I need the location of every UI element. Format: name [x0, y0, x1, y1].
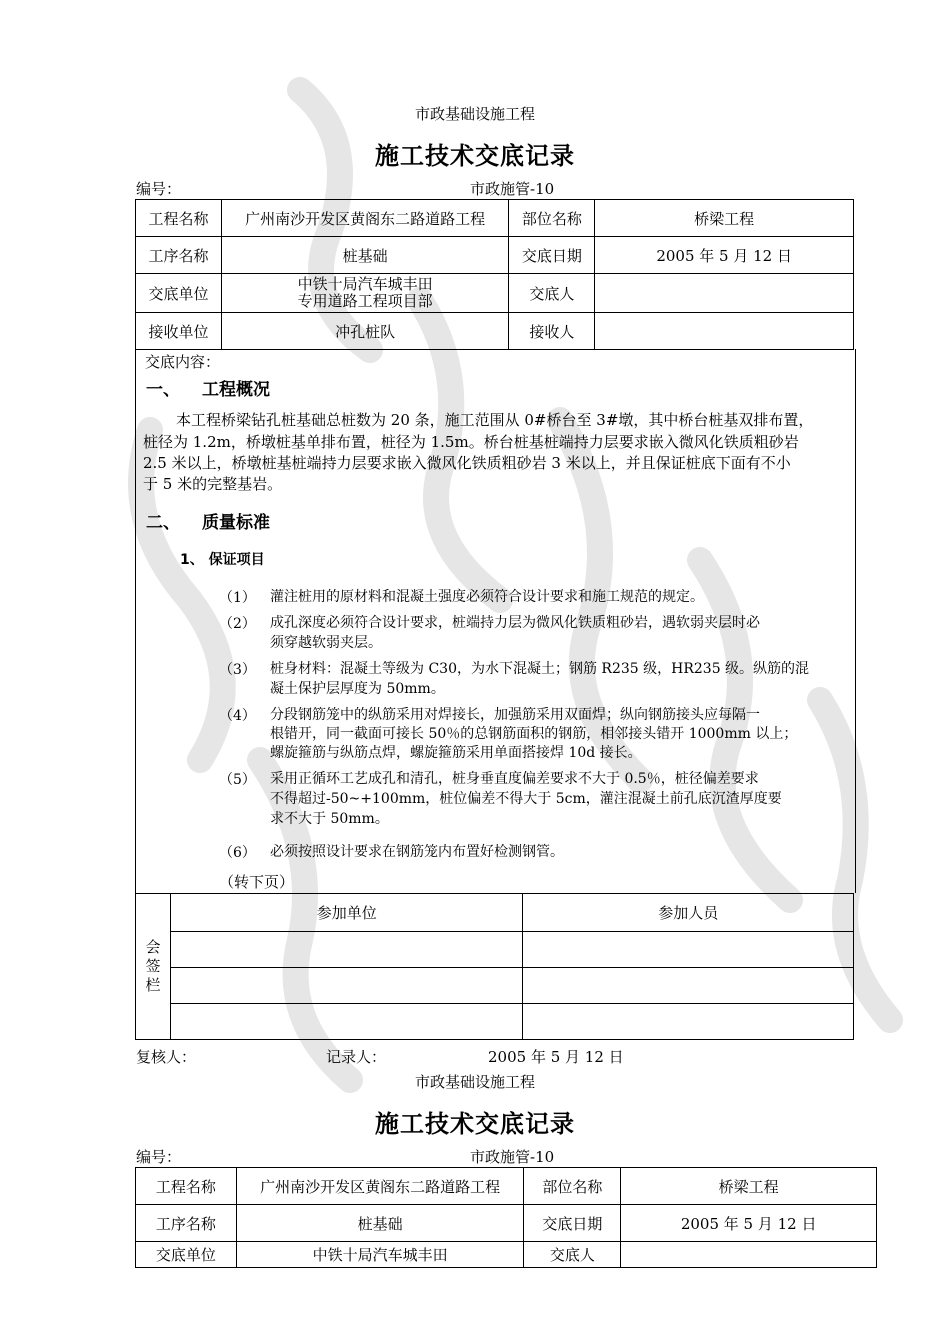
reviewer-label: 复核人： [136, 1048, 197, 1066]
signature-person-cell[interactable] [523, 968, 854, 1004]
label-issuing-unit: 交底单位 [136, 274, 222, 313]
info-row-receiver [136, 313, 854, 350]
section2-heading: 质量标准 [202, 513, 270, 533]
value-part-name-2: 桥梁工程 [621, 1168, 877, 1205]
signature-person-cell[interactable] [523, 1004, 854, 1040]
signature-row [136, 932, 854, 968]
org-name-2: 市政基础设施工程 [414, 1073, 535, 1091]
org-name: 市政基础设施工程 [414, 105, 535, 123]
continued-note: （转下页） [219, 873, 295, 891]
value-project-name: 广州南沙开发区黄阁东二路道路工程 [221, 200, 509, 237]
info-row-project-2 [136, 1168, 877, 1205]
content-label: 交底内容： [145, 353, 221, 371]
document-title-2: 施工技术交底记录 [375, 1110, 575, 1138]
item-5-number: （5） [219, 772, 256, 788]
label-receiver: 接收人 [509, 313, 595, 350]
signature-row [136, 968, 854, 1004]
item-2-number: （2） [219, 616, 256, 632]
item-4-line-1: 分段钢筋笼中的纵筋采用对焊接长，加强筋采用双面焊；纵向钢筋接头应每隔一 [270, 707, 760, 723]
label-issuer-2: 交底人 [524, 1242, 621, 1268]
col-participants: 参加人员 [523, 894, 854, 932]
overview-line-4: 于 5 米的完整基岩。 [143, 475, 283, 493]
section1-number: 一、 [146, 380, 180, 400]
value-receiving-unit: 冲孔桩队 [221, 313, 509, 350]
item-2-line-1: 成孔深度必须符合设计要求，桩端持力层为微风化铁质粗砂岩，遇软弱夹层时必 [270, 615, 760, 631]
item-5-line-2: 不得超过-50~+100mm，桩位偏差不得大于 5cm，灌注混凝土前孔底沉渣厚度要 [270, 791, 782, 807]
item-6-number: （6） [219, 845, 256, 861]
value-issuer-2 [621, 1242, 877, 1268]
item-1-line-1: 灌注桩用的原材料和混凝土强度必须符合设计要求和施工规范的规定。 [270, 589, 704, 605]
signature-table [135, 893, 854, 1040]
signature-unit-cell[interactable] [170, 932, 522, 968]
value-issuing-unit-2: 中铁十局汽车城丰田 [236, 1242, 524, 1268]
item-3-line-2: 凝土保护层厚度为 50mm。 [270, 681, 445, 697]
label-part-name-2: 部位名称 [524, 1168, 621, 1205]
label-issuing-unit-2: 交底单位 [136, 1242, 237, 1268]
number-value: 市政施管-10 [470, 180, 555, 198]
info-row-process-2 [136, 1205, 877, 1242]
signature-unit-cell[interactable] [170, 968, 522, 1004]
value-process-name-2: 桩基础 [236, 1205, 524, 1242]
document-title: 施工技术交底记录 [375, 142, 575, 170]
item-1-number: （1） [219, 590, 256, 606]
value-date-2: 2005 年 5 月 12 日 [621, 1205, 877, 1242]
overview-line-2: 桩径为 1.2m，桥墩桩基单排布置，桩径为 1.5m。桥台桩基桩端持力层要求嵌入微风化铁质粗砂岩 [143, 433, 799, 451]
issuing-unit-line1: 中铁十局汽车城丰田 [297, 275, 433, 293]
overview-line-3: 2.5 米以上，桥墩桩基桩端持力层要求嵌入微风化铁质粗砂岩 3 米以上，并且保证桩底下面有不小 [143, 454, 791, 472]
number-label-2: 编号： [136, 1148, 182, 1166]
section1-heading: 工程概况 [202, 380, 270, 400]
label-issuer: 交底人 [509, 274, 595, 313]
col-participating-unit: 参加单位 [170, 894, 522, 932]
item-5-line-1: 采用正循环工艺成孔和清孔，桩身垂直度偏差要求不大于 0.5％，桩径偏差要求 [270, 771, 759, 787]
recorder-label: 记录人： [326, 1048, 387, 1066]
value-part-name: 桥梁工程 [595, 200, 854, 237]
item-4-number: （4） [219, 708, 256, 724]
value-date: 2005 年 5 月 12 日 [595, 237, 854, 274]
number-label: 编号： [136, 180, 182, 198]
value-issuer [595, 274, 854, 313]
info-table-2 [135, 1167, 877, 1268]
info-table [135, 199, 854, 350]
label-process-name: 工序名称 [136, 237, 222, 274]
label-receiving-unit: 接收单位 [136, 313, 222, 350]
footer-date: 2005 年 5 月 12 日 [488, 1048, 624, 1066]
item-3-number: （3） [219, 662, 256, 678]
label-process-name-2: 工序名称 [136, 1205, 237, 1242]
subheading-guarantee: 1、 保证项目 [180, 552, 265, 568]
signature-unit-cell[interactable] [170, 1004, 522, 1040]
value-process-name: 桩基础 [221, 237, 509, 274]
item-3-line-1: 桩身材料：混凝土等级为 C30，为水下混凝土；钢筋 R235 级，HR235 级。纵筋的混 [270, 661, 810, 677]
value-issuing-unit [221, 274, 509, 313]
info-row-unit-2 [136, 1242, 877, 1268]
item-6-line-1: 必须按照设计要求在钢筋笼内布置好检测钢管。 [270, 844, 564, 860]
item-4-line-3: 螺旋箍筋与纵筋点焊，螺旋箍筋采用单面搭接焊 10d 接长。 [270, 745, 642, 761]
label-date-2: 交底日期 [524, 1205, 621, 1242]
number-value-2: 市政施管-10 [470, 1148, 555, 1166]
value-receiver [595, 313, 854, 350]
issuing-unit-line2: 专用道路工程项目部 [297, 292, 433, 310]
item-4-line-2: 根错开，同一截面可接长 50％的总钢筋面积的钢筋，相邻接头错开 1000mm 以上； [270, 726, 798, 742]
info-row-process [136, 237, 854, 274]
value-project-name-2: 广州南沙开发区黄阁东二路道路工程 [236, 1168, 524, 1205]
signature-side-label: 会签栏 [136, 894, 171, 1040]
label-project-name-2: 工程名称 [136, 1168, 237, 1205]
item-5-line-3: 求不大于 50mm。 [270, 811, 389, 827]
signature-person-cell[interactable] [523, 932, 854, 968]
info-row-unit [136, 274, 854, 313]
info-row-project [136, 200, 854, 237]
section2-number: 二、 [146, 513, 180, 533]
label-date: 交底日期 [509, 237, 595, 274]
item-2-line-2: 须穿越软弱夹层。 [270, 635, 382, 651]
overview-line-1: 本工程桥梁钻孔桩基础总桩数为 20 条，施工范围从 0#桥台至 3#墩，其中桥台桩基双排布置， [176, 411, 814, 429]
signature-row [136, 1004, 854, 1040]
label-project-name: 工程名称 [136, 200, 222, 237]
label-part-name: 部位名称 [509, 200, 595, 237]
signature-header-row [136, 894, 854, 932]
